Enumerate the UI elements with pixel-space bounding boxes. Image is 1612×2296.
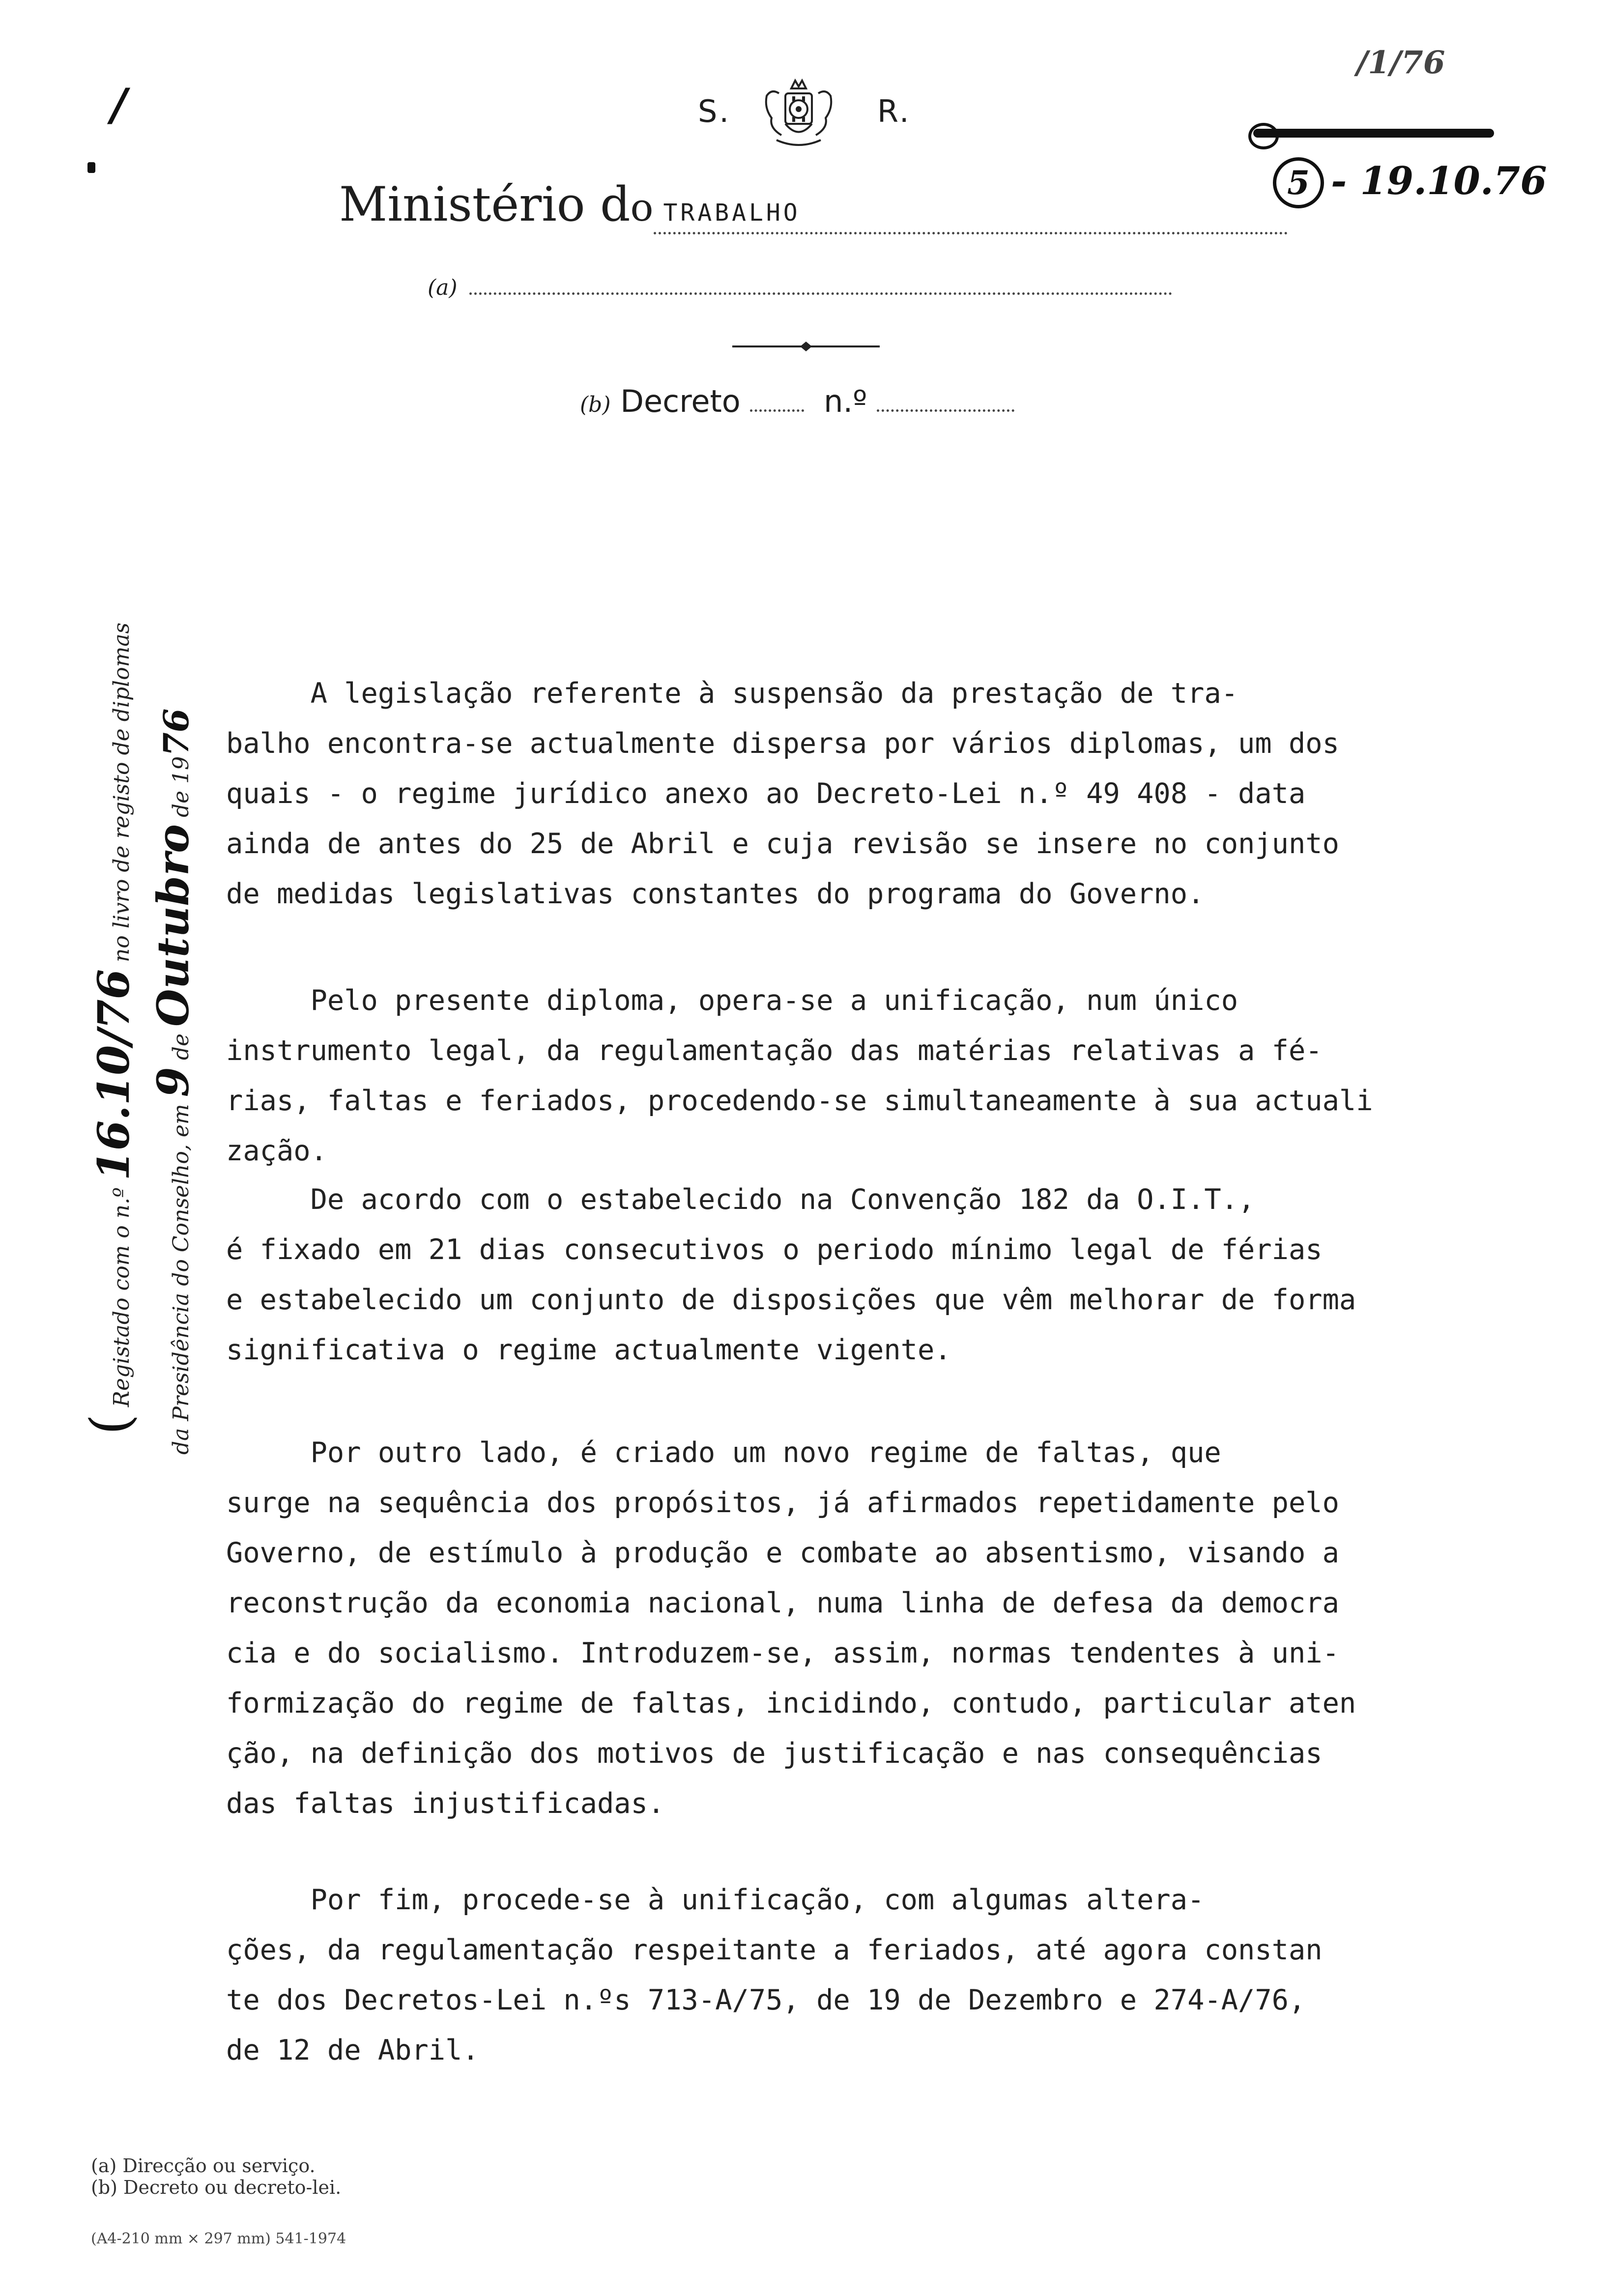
register-de: de (169, 1033, 194, 1061)
header-r-letter: R. (877, 93, 911, 129)
handwritten-corner-note: /1/76 (1356, 44, 1445, 81)
form-reference: (A4-210 mm × 297 mm) 541-1974 (91, 2230, 346, 2247)
register-number: 16.10/76 (88, 969, 139, 1181)
register-day: 9 (147, 1067, 199, 1097)
ministry-suffix: o (630, 186, 654, 230)
side-register-line2 (147, 708, 199, 1455)
decree-line (580, 383, 1014, 419)
register-prefix: Registado com o n.º (109, 1187, 134, 1407)
struck-out-note (1248, 118, 1504, 147)
body-paragraph-1: A legislação referente à suspensão da prestação de tra- balho encontra-se actualmente dispersa por vários diplomas, um dos quais - o regime jurídico anexo ao Decreto-Lei n.º 49 408 - data ainda de antes do 25 de Abril e cuja revisão se insere no conjunto de medidas legislativas constantes do programa do Governo. (226, 677, 1339, 910)
register-suffix: no livro de registo de diplomas (109, 622, 134, 963)
registration-stamp (1273, 157, 1547, 208)
register-year-prefix: de 19 (169, 756, 194, 818)
ministry-name: TRABALHO (663, 199, 801, 227)
side-register-line1: ( Registado com o n.º 16.10/76 no livro de registo de diplomas (79, 622, 142, 1435)
margin-dot (87, 162, 95, 173)
direction-line (428, 275, 1172, 300)
ministry-prefix: Ministério d (339, 177, 631, 232)
coat-of-arms-icon (757, 74, 840, 152)
stamp-date: - 19.10.76 (1331, 159, 1547, 203)
divider-ornament (732, 339, 880, 354)
footnote-a: (a) Direcção ou serviço. (91, 2155, 316, 2177)
ministry-title (339, 177, 1288, 234)
register-month: Outubro (147, 824, 199, 1027)
footnotes (91, 2155, 341, 2198)
body-paragraph-4: Por outro lado, é criado um novo regime de faltas, que surge na sequência dos propósitos, já afirmados repetidamente pelo Governo, de estímulo à produção e combate ao absentismo, visando a reconstrução da economia nacional, numa linha de defesa da democra cia e do socialismo. Introduzem-se, assim, normas tendentes à uni- formização do regime de faltas, incidindo, contudo, particular aten ção, na definição dos motivos de justificação e nas consequências das faltas injustificadas. (226, 1436, 1356, 1820)
body-paragraph-5: Por fim, procede-se à unificação, com algumas altera- ções, da regulamentação respeitante a feriados, até agora constan te dos Decretos-Lei n.ºs 713-A/75, de 19 de Dezembro e 274-A/76, de 12 de Abril. (226, 1884, 1323, 2066)
decree-label: Decreto (620, 383, 741, 419)
register-year: 76 (156, 708, 197, 756)
stamp-circled-number: 5 (1273, 157, 1324, 208)
decree-number-label: n.º (824, 383, 867, 419)
register-date-prefix: da Presidência do Conselho, em (169, 1104, 194, 1455)
label-a: (a) (428, 275, 458, 300)
footnote-b: (b) Decreto ou decreto-lei. (91, 2177, 342, 2198)
body-paragraph-2: Pelo presente diploma, opera-se a unificação, num único instrumento legal, da regulamentação das matérias relativas a fé- rias, faltas e feriados, procedendo-se simultaneamente à sua actuali zação. (226, 984, 1373, 1167)
header-s-letter: S. (698, 93, 731, 129)
margin-mark: / (111, 79, 127, 131)
label-b: (b) (580, 392, 611, 417)
body-paragraph-3: De acordo com o estabelecido na Convenção 182 da O.I.T., é fixado em 21 dias consecutivos o periodo mínimo legal de férias e estabelecido um conjunto de disposições que vêm melhorar de forma significativa o regime actualmente vigente. (226, 1183, 1356, 1366)
